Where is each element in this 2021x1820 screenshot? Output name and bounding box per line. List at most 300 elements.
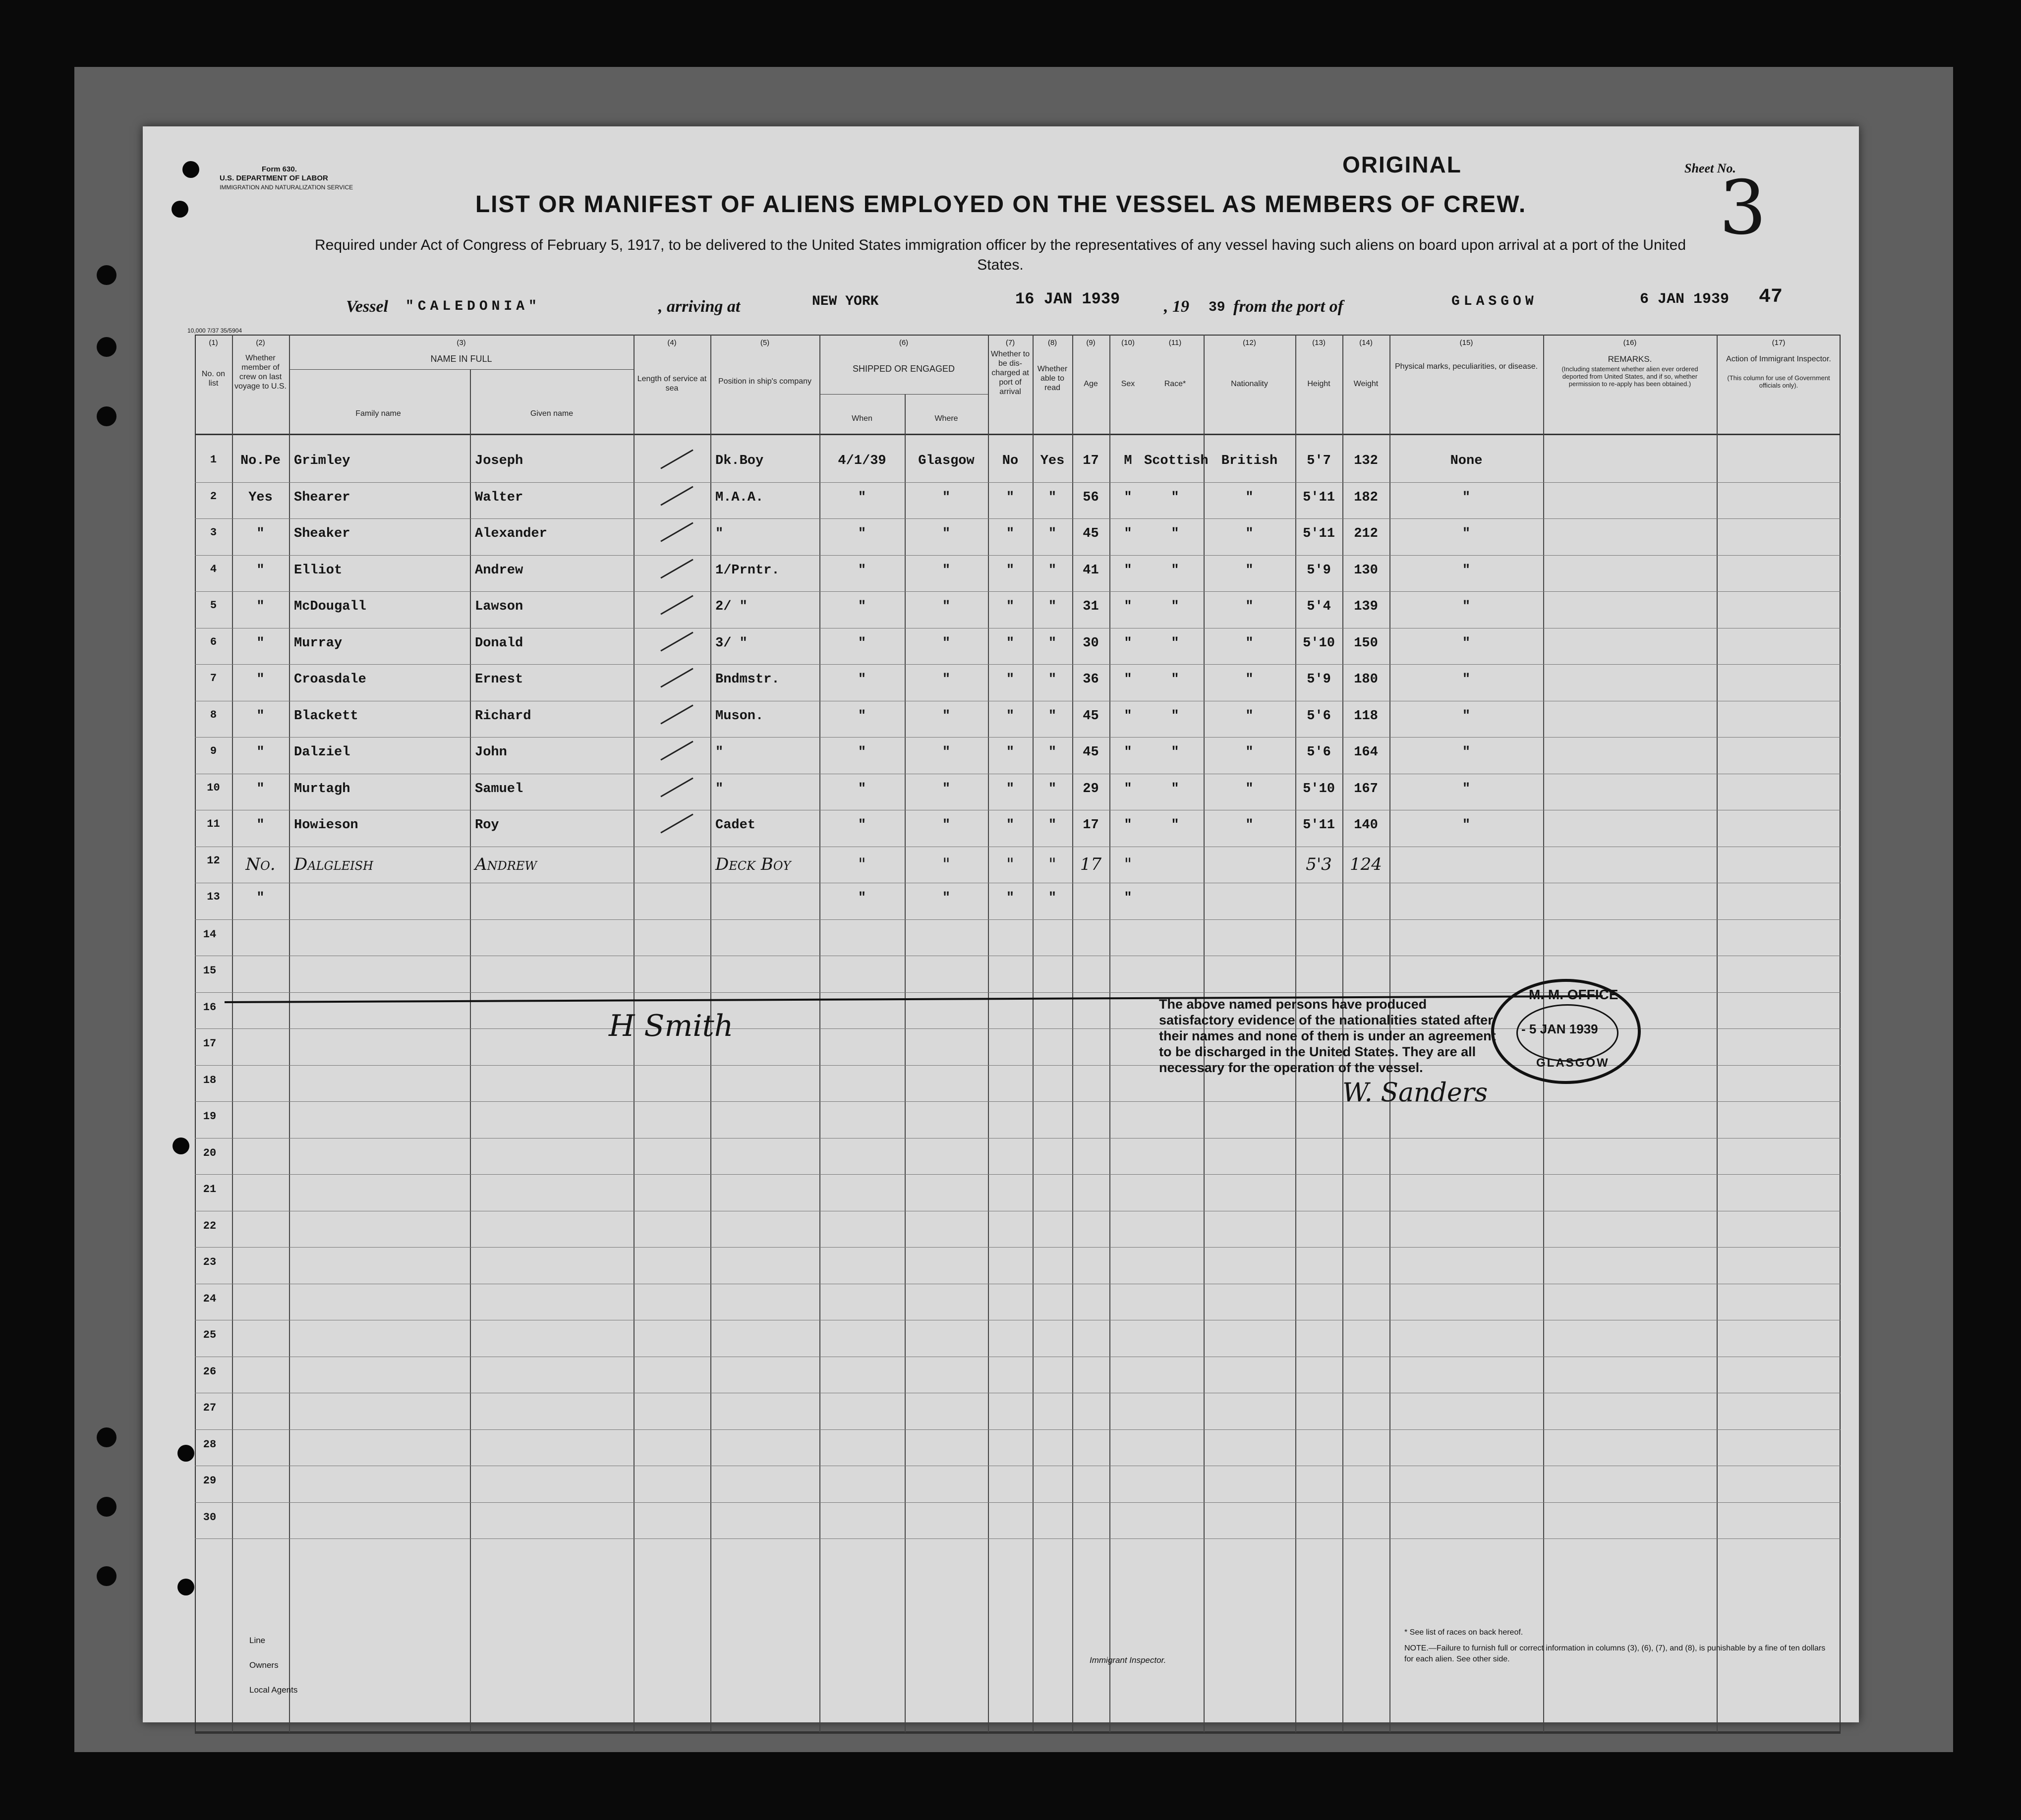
row-rule	[195, 1502, 1841, 1503]
cell-when: "	[858, 672, 866, 687]
cell-last: "	[256, 635, 265, 651]
cell-height: 5'11	[1303, 818, 1335, 833]
row-rule	[195, 737, 1841, 738]
cell-family: Elliot	[294, 563, 343, 578]
cell-when: "	[858, 490, 866, 505]
row-number: 24	[203, 1292, 217, 1305]
colhead-last-voyage: Whether member of crew on last voyage to U.S.	[234, 354, 287, 391]
row-rule	[195, 664, 1841, 665]
cell-read: "	[1048, 781, 1057, 796]
cell-disch: "	[1006, 854, 1014, 874]
cell-nat: "	[1245, 745, 1254, 760]
cell-disch: "	[1006, 781, 1015, 796]
colhead-height: Height	[1307, 380, 1330, 388]
cell-sex: "	[1124, 599, 1132, 614]
cell-height: 5'10	[1303, 635, 1335, 651]
row-number: 30	[203, 1511, 217, 1524]
cell-sex: "	[1124, 708, 1132, 724]
row-number: 10	[207, 781, 220, 794]
row-number: 26	[203, 1365, 217, 1378]
cell-read: "	[1048, 818, 1057, 833]
col-divider	[289, 335, 290, 1732]
colnum-1: (1)	[209, 339, 218, 347]
row-number: 16	[203, 1001, 217, 1014]
cell-position: 1/Prntr.	[715, 563, 780, 578]
colhead-name: NAME IN FULL	[430, 354, 492, 364]
colhead-discharged: Whether to be dis-charged at port of arrival	[990, 350, 1030, 396]
colhead-position: Position in ship's company	[718, 377, 812, 386]
row-rule	[195, 591, 1841, 592]
cell-age: 29	[1083, 781, 1099, 796]
cell-family: Dalziel	[294, 745, 350, 760]
row-number: 15	[203, 965, 217, 977]
row-number: 4	[210, 563, 217, 575]
cell-where: "	[942, 526, 951, 541]
cell-marks: "	[1462, 708, 1471, 724]
cell-read: "	[1048, 745, 1057, 760]
row-number: 8	[210, 708, 217, 721]
colnum-6: (6)	[899, 339, 909, 347]
cell-given: Richard	[475, 708, 531, 724]
cell-read: "	[1048, 526, 1057, 541]
cell-family: Shearer	[294, 490, 350, 505]
cell-given: Ernest	[475, 672, 523, 687]
cell-when: "	[858, 891, 866, 906]
binder-hole	[97, 1497, 116, 1517]
cell-given: Walter	[475, 490, 523, 505]
cell-when: "	[858, 599, 866, 614]
cell-disch: "	[1006, 526, 1015, 541]
cell-last: "	[256, 818, 265, 833]
row-number: 12	[207, 854, 220, 867]
row-number: 2	[210, 490, 217, 503]
cell-sex: "	[1124, 818, 1132, 833]
colnum-13: (13)	[1312, 339, 1326, 347]
cell-race: "	[1171, 818, 1179, 833]
cell-family: Grimley	[294, 454, 350, 468]
cell-nat: "	[1245, 781, 1254, 796]
cell-height: 5'6	[1307, 708, 1331, 724]
colhead-service: Length of service at sea	[637, 375, 707, 393]
colnum-14: (14)	[1359, 339, 1373, 347]
print-code: 10,000 7/37 35/5904	[187, 327, 242, 334]
cell-position: 2/ "	[715, 599, 748, 614]
cell-height: 5'7	[1307, 454, 1331, 468]
cell-age: 45	[1083, 745, 1099, 760]
cell-height: 5'11	[1303, 490, 1335, 505]
cell-nat: "	[1245, 526, 1254, 541]
cell-weight: 132	[1354, 454, 1378, 468]
cell-height: 5'6	[1307, 745, 1331, 760]
cell-position: Deck Boy	[715, 854, 791, 874]
cell-sex: "	[1124, 672, 1132, 687]
colhead-inspector: Action of Immigrant Inspector.	[1726, 355, 1831, 363]
colnum-16: (16)	[1623, 339, 1637, 347]
colhead-family: Family name	[355, 409, 401, 418]
row-rule	[195, 919, 1841, 920]
certification-signature: W. Sanders	[1342, 1078, 1488, 1108]
cell-marks: "	[1462, 599, 1471, 614]
colhead-sex: Sex	[1121, 380, 1135, 388]
cell-marks: "	[1462, 672, 1471, 687]
sheet-label: Sheet No.	[1684, 161, 1736, 175]
row-number: 1	[210, 454, 217, 466]
cell-when: "	[858, 635, 866, 651]
cell-position: "	[715, 745, 724, 760]
punch-hole	[177, 1579, 194, 1595]
year-value: 39	[1209, 300, 1225, 315]
row-number: 25	[203, 1329, 217, 1341]
cell-weight: 140	[1354, 818, 1378, 833]
row-number: 5	[210, 599, 217, 612]
row-number: 3	[210, 526, 217, 539]
original-stamp: ORIGINAL	[1342, 152, 1462, 177]
cell-weight: 164	[1354, 745, 1378, 760]
col-divider	[470, 369, 471, 1732]
colnum-17: (17)	[1772, 339, 1786, 347]
colhead-read: Whether able to read	[1037, 365, 1068, 392]
row-number: 14	[203, 928, 217, 941]
col-divider	[905, 394, 906, 1732]
colhead-weight: Weight	[1353, 380, 1379, 388]
binder-hole	[97, 1427, 116, 1447]
cell-disch: "	[1006, 708, 1015, 724]
cell-family: Murtagh	[294, 781, 350, 796]
office-stamp	[1491, 979, 1641, 1084]
cell-position: Cadet	[715, 818, 756, 833]
cell-disch: "	[1006, 490, 1015, 505]
cell-height: 5'4	[1307, 599, 1331, 614]
cell-weight: 130	[1354, 563, 1378, 578]
colhead-where: Where	[934, 414, 958, 423]
colhead-age: Age	[1084, 380, 1098, 388]
cell-given: Andrew	[475, 854, 537, 874]
cell-when: "	[858, 781, 866, 796]
cell-disch: "	[1006, 818, 1015, 833]
cell-given: Joseph	[475, 454, 523, 468]
cell-disch: No	[1002, 454, 1019, 468]
colnum-7: (7)	[1005, 339, 1015, 347]
row-number: 29	[203, 1475, 217, 1487]
cell-read: "	[1048, 490, 1057, 505]
cell-nat: British	[1221, 454, 1278, 468]
cell-age: 45	[1083, 708, 1099, 724]
row-rule	[195, 1538, 1841, 1539]
cell-where: "	[942, 635, 951, 651]
cell-disch: "	[1006, 635, 1015, 651]
cell-when: 4/1/39	[838, 454, 886, 468]
row-number: 27	[203, 1402, 217, 1414]
cell-position: "	[715, 526, 724, 541]
departure-date: 6 JAN 1939	[1640, 291, 1730, 308]
binder-hole	[97, 1566, 116, 1586]
cell-sex: M	[1124, 454, 1132, 468]
footer-line: Line	[249, 1636, 266, 1645]
cell-given: Andrew	[475, 563, 523, 578]
cell-family: Howieson	[294, 818, 358, 833]
cell-age: 17	[1080, 854, 1102, 874]
cell-race: "	[1171, 490, 1179, 505]
footer-agents: Local Agents	[249, 1685, 298, 1695]
cell-weight: 212	[1354, 526, 1378, 541]
cell-age: 41	[1083, 563, 1099, 578]
cell-marks: "	[1462, 781, 1471, 796]
cell-height: 5'9	[1307, 672, 1331, 687]
cell-nat: "	[1245, 599, 1254, 614]
footer-rule	[195, 1732, 1841, 1734]
row-rule	[195, 482, 1841, 483]
sheet-number: 3	[1719, 165, 1767, 251]
cell-sex: "	[1124, 781, 1132, 796]
col-divider	[988, 335, 989, 1732]
arrival-date: 16 JAN 1939	[1015, 290, 1120, 308]
cell-last: "	[256, 599, 265, 614]
cell-marks: None	[1450, 454, 1483, 468]
col-divider	[232, 335, 233, 1732]
cell-read: Yes	[1040, 454, 1065, 468]
row-number: 6	[210, 635, 217, 648]
row-rule	[195, 1247, 1841, 1248]
punch-hole	[173, 1138, 189, 1154]
cell-when: "	[858, 708, 866, 724]
header-subrule	[819, 394, 988, 395]
cell-age: 17	[1083, 818, 1099, 833]
arriving-label: , arriving at	[658, 297, 741, 316]
cell-read: "	[1048, 672, 1057, 687]
cell-when: "	[858, 526, 866, 541]
colhead-remarks: REMARKS.	[1608, 354, 1652, 364]
cell-race: "	[1171, 635, 1179, 651]
cell-last: "	[256, 563, 265, 578]
cell-nat: "	[1245, 672, 1254, 687]
punch-hole	[182, 161, 199, 178]
form-number: Form 630.	[262, 165, 297, 173]
cell-given: John	[475, 745, 507, 760]
cell-weight: 180	[1354, 672, 1378, 687]
year-label: , 19	[1164, 297, 1189, 316]
punch-hole	[177, 1445, 194, 1462]
cell-disch: "	[1006, 563, 1015, 578]
cell-where: "	[942, 672, 951, 687]
cell-last: No.Pe	[240, 454, 281, 468]
row-number: 13	[207, 891, 220, 903]
colnum-8: (8)	[1047, 339, 1057, 347]
manifest-sheet	[143, 126, 1859, 1722]
cell-disch: "	[1006, 599, 1015, 614]
col-divider	[1109, 335, 1110, 1732]
row-number: 28	[203, 1438, 217, 1451]
page-number: 47	[1759, 286, 1783, 308]
from-port: GLASGOW	[1451, 294, 1538, 309]
cell-position: Bndmstr.	[715, 672, 780, 687]
col-divider	[819, 335, 820, 1732]
cell-position: 3/ "	[715, 635, 748, 651]
cell-given: Samuel	[475, 781, 523, 796]
cell-when: "	[858, 818, 866, 833]
cell-given: Roy	[475, 818, 499, 833]
row-number: 23	[203, 1256, 217, 1268]
cell-marks: "	[1462, 526, 1471, 541]
cell-marks: "	[1462, 490, 1471, 505]
row-number: 22	[203, 1219, 217, 1232]
form-department: U.S. DEPARTMENT OF LABOR	[220, 174, 328, 182]
row-number: 20	[203, 1146, 217, 1159]
cell-given: Alexander	[475, 526, 547, 541]
cell-where: "	[942, 599, 951, 614]
cell-height: 5'11	[1303, 526, 1335, 541]
cell-nat: "	[1245, 818, 1254, 833]
cell-where: "	[942, 563, 951, 578]
header-subrule	[289, 369, 634, 370]
cell-last: "	[256, 672, 265, 687]
row-number: 18	[203, 1074, 217, 1086]
arriving-port: NEW YORK	[812, 294, 879, 309]
row-rule	[195, 1101, 1841, 1102]
cell-race: "	[1171, 526, 1179, 541]
cell-nat: "	[1245, 563, 1254, 578]
footer-race-note: * See list of races on back hereof.	[1404, 1628, 1523, 1637]
footer-note: NOTE.—Failure to furnish full or correct information in columns (3), (6), (7), and (8), is punishable by a fine of ten dollars for each alien. See other side.	[1404, 1644, 1826, 1663]
from-port-label: from the port of	[1233, 297, 1343, 316]
cell-family: Blackett	[294, 708, 358, 724]
cell-where: "	[942, 781, 951, 796]
cell-when: "	[858, 563, 866, 578]
cell-position: "	[715, 781, 724, 796]
cell-sex: "	[1124, 490, 1132, 505]
cell-sex: "	[1124, 526, 1132, 541]
colnum-3: (3)	[457, 339, 466, 347]
row-number: 7	[210, 672, 217, 684]
cell-given: Donald	[475, 635, 523, 651]
cell-disch: "	[1006, 745, 1015, 760]
colhead-when: When	[852, 414, 872, 423]
colhead-nationality: Nationality	[1231, 380, 1268, 388]
cell-weight: 118	[1354, 708, 1378, 724]
cell-last: "	[256, 745, 265, 760]
col-divider	[1072, 335, 1073, 1732]
page-subtitle: Required under Act of Congress of February 5, 1917, to be delivered to the United States immigration officer by the representatives of any vessel having such aliens on board upon arrival at a port of the United States.	[314, 237, 1686, 273]
handwritten-initials: H Smith	[609, 1009, 734, 1043]
cell-family: Murray	[294, 635, 343, 651]
colnum-4: (4)	[667, 339, 677, 347]
colhead-remarks-note: (Including statement whether alien ever ordered deported from United States, and if so, whether permission to re-apply has been obtained.)	[1561, 365, 1698, 388]
certification-text: The above named persons have produced satisfactory evidence of the nationalities stated after their names and none of them is under an agreement to be discharged in the United States. They are all necessary for the operation of the vessel.	[1159, 997, 1496, 1075]
form-service: IMMIGRATION AND NATURALIZATION SERVICE	[220, 184, 353, 191]
cell-family: Dalgleish	[294, 854, 374, 874]
cell-nat: "	[1245, 708, 1254, 724]
cell-age: 45	[1083, 526, 1099, 541]
row-rule	[195, 1174, 1841, 1175]
binder-hole	[97, 406, 116, 426]
binder-hole	[97, 337, 116, 357]
colnum-5: (5)	[760, 339, 770, 347]
footer-owners: Owners	[249, 1660, 279, 1670]
cell-height: 5'9	[1307, 563, 1331, 578]
col-divider	[1717, 335, 1718, 1732]
vessel-label: Vessel	[346, 297, 388, 316]
cell-race: Scottish	[1144, 454, 1209, 468]
colnum-9: (9)	[1086, 339, 1096, 347]
cell-sex: "	[1124, 854, 1132, 874]
cell-read: "	[1048, 563, 1057, 578]
cell-weight: 139	[1354, 599, 1378, 614]
cell-family: McDougall	[294, 599, 366, 614]
cell-last: No.	[245, 854, 276, 874]
row-number: 19	[203, 1110, 217, 1123]
cell-where: "	[942, 745, 951, 760]
header-rule	[195, 434, 1841, 435]
vessel-name: "CALEDONIA"	[405, 299, 541, 314]
cell-read: "	[1048, 708, 1057, 724]
cell-last: "	[256, 526, 265, 541]
cell-age: 31	[1083, 599, 1099, 614]
colhead-inspector-note: (This column for use of Government officials only).	[1727, 374, 1830, 389]
cell-last: "	[256, 708, 265, 724]
colnum-10: (10)	[1121, 339, 1135, 347]
cell-last: "	[256, 781, 265, 796]
binder-hole	[97, 265, 116, 285]
row-number: 17	[203, 1037, 217, 1050]
cell-disch: "	[1006, 672, 1015, 687]
cell-race: "	[1171, 563, 1179, 578]
row-rule	[195, 518, 1841, 519]
cell-weight: 124	[1350, 854, 1382, 874]
cell-race: "	[1171, 599, 1179, 614]
cell-given: Lawson	[475, 599, 523, 614]
colnum-12: (12)	[1243, 339, 1256, 347]
cell-where: Glasgow	[918, 454, 975, 468]
colhead-given: Given name	[530, 409, 574, 418]
cell-when: "	[858, 745, 866, 760]
cell-marks: "	[1462, 818, 1471, 833]
cell-marks: "	[1462, 745, 1471, 760]
cell-when: "	[858, 854, 866, 874]
colnum-2: (2)	[256, 339, 265, 347]
cell-weight: 167	[1354, 781, 1378, 796]
cell-where: "	[942, 891, 951, 906]
cell-sex: "	[1124, 891, 1132, 906]
row-number: 9	[210, 745, 217, 757]
cell-age: 36	[1083, 672, 1099, 687]
colhead-no: No. on list	[201, 370, 226, 388]
colhead-marks: Physical marks, peculiarities, or disease.	[1394, 362, 1538, 371]
page-title: LIST OR MANIFEST OF ALIENS EMPLOYED ON THE VESSEL AS MEMBERS OF CREW.	[475, 191, 1527, 218]
cell-height: 5'10	[1303, 781, 1335, 796]
colnum-15: (15)	[1459, 339, 1473, 347]
footer-inspector: Immigrant Inspector.	[1090, 1655, 1166, 1665]
row-number: 11	[207, 818, 220, 830]
cell-sex: "	[1124, 635, 1132, 651]
cell-nat: "	[1245, 635, 1254, 651]
colhead-race: Race*	[1164, 380, 1186, 388]
cell-weight: 150	[1354, 635, 1378, 651]
cell-race: "	[1171, 708, 1179, 724]
cell-where: "	[942, 490, 951, 505]
cell-family: Sheaker	[294, 526, 350, 541]
stamp-bottom: GLASGOW	[1536, 1056, 1610, 1070]
col-divider	[1033, 335, 1034, 1732]
cell-age: 56	[1083, 490, 1099, 505]
row-rule	[195, 1429, 1841, 1430]
cell-sex: "	[1124, 563, 1132, 578]
cell-where: "	[942, 708, 951, 724]
cell-read: "	[1048, 854, 1056, 874]
colnum-11: (11)	[1168, 339, 1182, 347]
cell-marks: "	[1462, 635, 1471, 651]
cell-nat: "	[1245, 490, 1254, 505]
cell-read: "	[1048, 599, 1057, 614]
cell-marks: "	[1462, 563, 1471, 578]
